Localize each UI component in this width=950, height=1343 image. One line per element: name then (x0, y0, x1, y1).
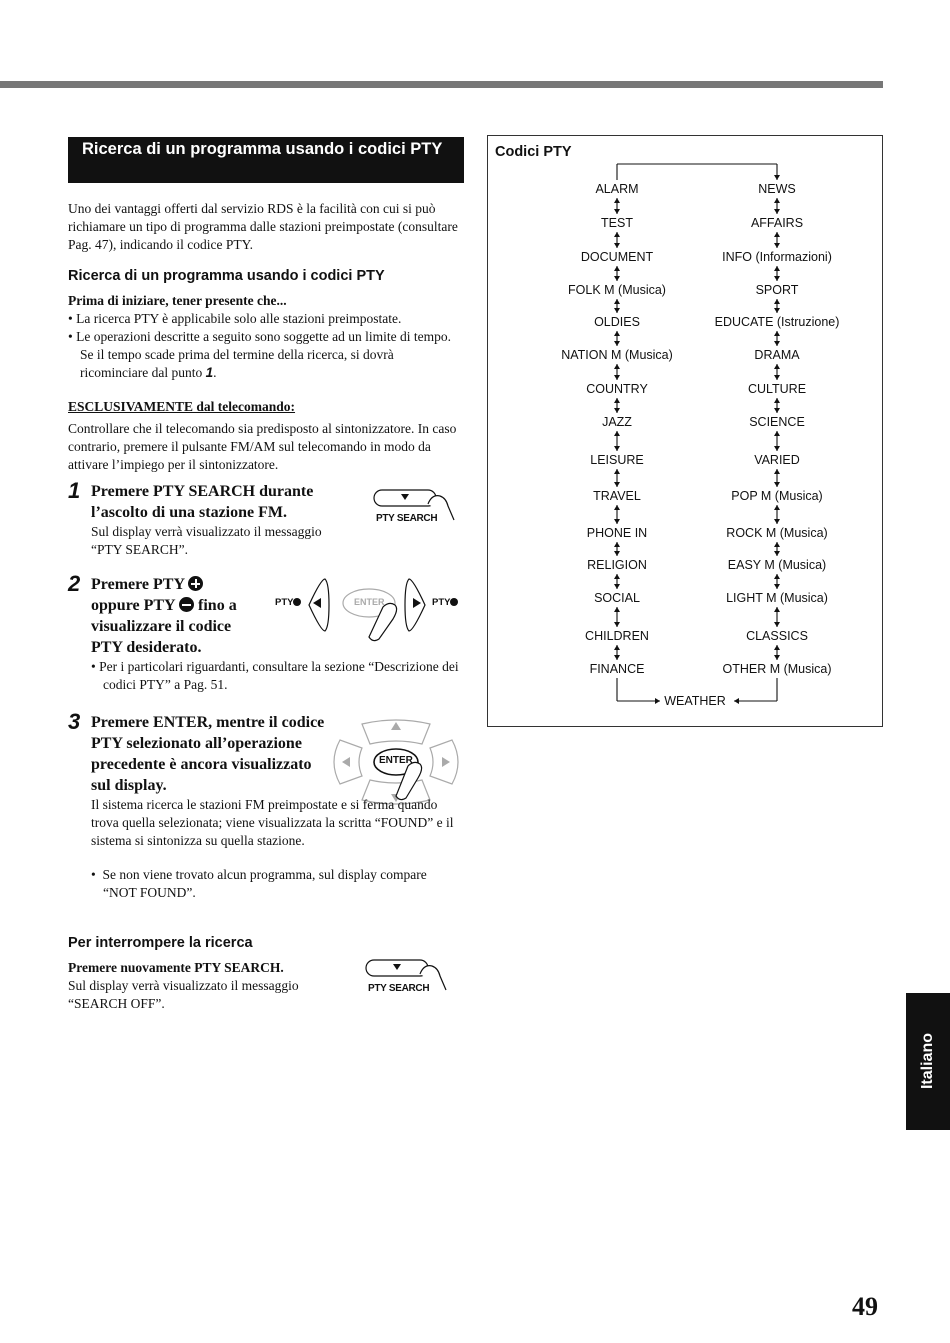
intro-text: Uno dei vantaggi offerti dal servizio RDS è la facilità con cui si può richiamare un tipo di programma dalle stazioni preimpostate (consultare Pag. 47), indicando il codice PTY. (68, 201, 458, 252)
step-3-bullet: • Se non viene trovato alcun programma, sul display compare “NOT FOUND”. (91, 867, 427, 900)
stop-heading: Per interrompere la ricerca (68, 935, 253, 951)
pty-item-right: POP M (Musica) (731, 489, 823, 503)
pty-item-right: ROCK M (Musica) (726, 526, 828, 540)
pty-arrows (488, 136, 884, 728)
step-3-title: Premere ENTER, mentre il codice PTY selezionato all’operazione precedente è ancora visualizzato sul display. (91, 714, 325, 794)
pty-codes-box (487, 135, 883, 727)
pty-item-left: JAZZ (602, 415, 632, 429)
pty-item-left: SOCIAL (594, 591, 640, 605)
plus-circle-icon (188, 576, 203, 591)
remote-only (68, 398, 464, 474)
step-2-title-b: oppure PTY (91, 597, 176, 614)
step-2-title (91, 574, 266, 658)
before-start-title: Prima di iniziare, tener presente che... (68, 293, 287, 308)
step-3-text: Il sistema ricerca le stazioni FM preimpostate e si ferma quando trova quella selezionata; viene visualizzata la scritta “FOUND” e il sistema si sintonizza su quella stazione. (91, 797, 454, 848)
step-1-text: Sul display verrà visualizzato il messaggio “PTY SEARCH”. (91, 524, 322, 557)
pty-item-right: EASY M (Musica) (727, 558, 827, 572)
top-rule (0, 81, 883, 88)
before-start (68, 292, 464, 382)
pty-search-button-illustration (370, 486, 460, 528)
pty-select-icon (275, 575, 465, 645)
pty-item-left: TRAVEL (593, 489, 641, 503)
step-2-number: 2 (68, 571, 81, 596)
list-item: • La ricerca PTY è applicabile solo alle stazioni preimpostate. (68, 311, 402, 326)
pty-item-left: OLDIES (594, 315, 640, 329)
pty-item-right: SPORT (755, 283, 799, 297)
stop-block (68, 959, 328, 1013)
enter-button-illustration (330, 716, 460, 808)
pty-item-left: FINANCE (589, 662, 645, 676)
pty-minus-text: PTY (275, 597, 294, 608)
pty-item-right: CLASSICS (746, 629, 808, 643)
pty-codes-title: Codici PTY (495, 144, 572, 160)
bullet-end: . (213, 365, 217, 380)
page-number: 49 (852, 1292, 878, 1321)
bullet-text: Le operazioni descritte a seguito sono soggette ad un limite di tempo. Se il tempo scade prima del termine della ricerca, si dovrà ricominciare dal punto (76, 329, 452, 380)
language-tab (906, 993, 950, 1130)
pty-item-right: AFFAIRS (750, 216, 804, 230)
step-3-number: 3 (68, 709, 81, 734)
pty-search-label: PTY SEARCH (376, 513, 438, 524)
pty-item-left: NATION M (Musica) (561, 348, 673, 362)
pty-item-right: NEWS (758, 182, 796, 196)
section-title: Ricerca di un programma usando i codici PTY (68, 137, 464, 183)
pty-item-right: LIGHT M (Musica) (726, 591, 828, 605)
remote-only-title: ESCLUSIVAMENTE dal telecomando: (68, 399, 296, 414)
bullet-text: La ricerca PTY è applicabile solo alle stazioni preimpostate. (76, 311, 402, 326)
pty-item-right: SCIENCE (749, 415, 805, 429)
remote-only-text: Controllare che il telecomando sia predisposto al sintonizzatore. In caso contrario, premere il pulsante FM/AM sul telecomando in modo da attivare l’impiego per il sintonizzatore. (68, 421, 457, 472)
bullet-text: Se non viene trovato alcun programma, sul display compare “NOT FOUND”. (102, 867, 427, 900)
subheading: Ricerca di un programma usando i codici PTY (68, 268, 385, 284)
pty-item-left: COUNTRY (586, 382, 648, 396)
pty-item-left: TEST (601, 216, 633, 230)
pty-item-right: OTHER M (Musica) (722, 662, 832, 676)
pty-item-left: CHILDREN (585, 629, 649, 643)
pty-search-label: PTY SEARCH (368, 983, 430, 994)
step-ref: 1 (205, 365, 214, 380)
step-2-title-a: Premere PTY (91, 576, 185, 593)
step-1-title: Premere PTY SEARCH durante l’ascolto di una stazione FM. (91, 483, 314, 521)
pty-item-left: DOCUMENT (580, 250, 654, 264)
pty-item-right: INFO (Informazioni) (722, 250, 832, 264)
pty-item-left: FOLK M (Musica) (568, 283, 666, 297)
pty-item-right: DRAMA (754, 348, 800, 362)
step-1-number: 1 (68, 478, 81, 503)
stop-text: Sul display verrà visualizzato il messaggio “SEARCH OFF”. (68, 978, 299, 1011)
step-2-bullet: • Per i particolari riguardanti, consultare la sezione “Descrizione dei codici PTY” a Pag. 51. (91, 659, 459, 692)
pty-item-right: VARIED (754, 453, 800, 467)
pty-item-weather: WEATHER (664, 694, 726, 708)
minus-circle-icon (293, 598, 301, 606)
minus-circle-icon (179, 597, 194, 612)
pty-minus-label (275, 597, 301, 608)
step-2-title-c: fino a visualizzare il codice PTY desiderato. (91, 597, 237, 656)
pty-item-right: CULTURE (747, 382, 807, 396)
pty-plus-label (432, 597, 458, 608)
pty-item-left: RELIGION (587, 558, 647, 572)
pty-select-illustration (275, 575, 465, 645)
bullet-text: Per i particolari riguardanti, consultare la sezione “Descrizione dei codici PTY” a Pag. 51. (99, 659, 459, 692)
pty-plus-text: PTY (432, 597, 451, 608)
enter-label-faded: ENTER (354, 597, 385, 607)
stop-bold: Premere nuovamente PTY SEARCH. (68, 960, 284, 975)
language-tab-label: Italiano (919, 1032, 936, 1090)
enter-label: ENTER (379, 755, 413, 766)
pty-item-right: EDUCATE (Istruzione) (714, 315, 840, 329)
list-item: • Le operazioni descritte a seguito sono soggette ad un limite di tempo. Se il tempo scade prima del termine della ricerca, si dovrà ricominciare dal punto 1. (68, 329, 452, 380)
pty-search-button-illustration-2 (362, 956, 454, 998)
pty-item-left: ALARM (595, 182, 639, 196)
plus-circle-icon (450, 598, 458, 606)
pty-item-left: PHONE IN (586, 526, 648, 540)
pty-item-left: LEISURE (590, 453, 644, 467)
